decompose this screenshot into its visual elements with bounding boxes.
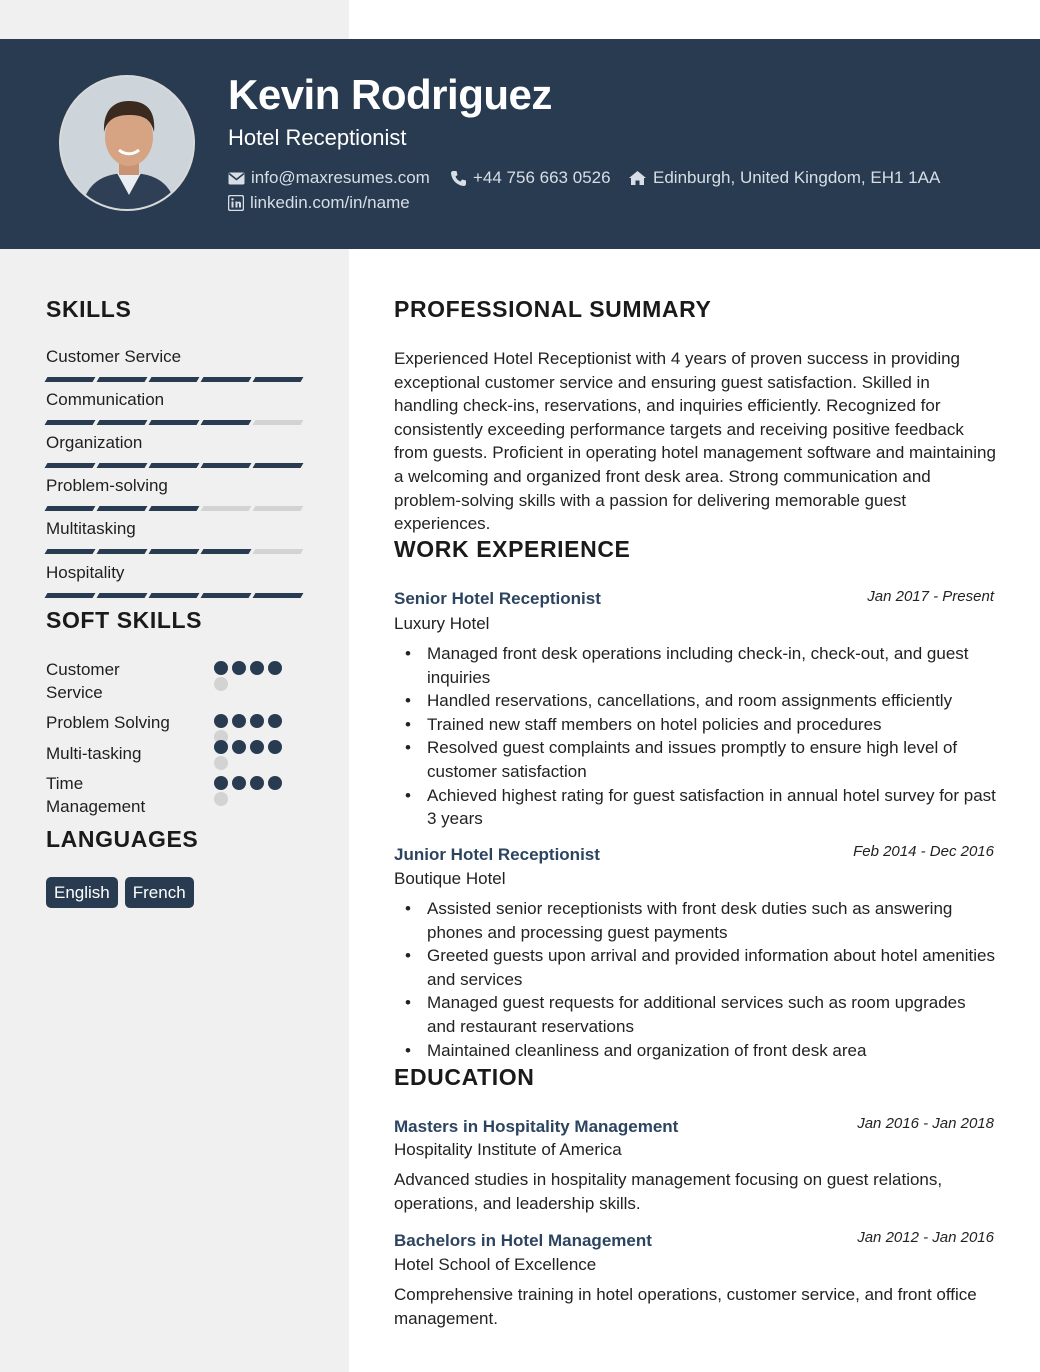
soft-skills-heading: SOFT SKILLS xyxy=(46,607,203,633)
skill-level-segment xyxy=(253,377,304,382)
skill-level-segment xyxy=(97,377,148,382)
skill-level-segment xyxy=(97,506,148,511)
soft-skill-rating xyxy=(214,661,286,691)
rating-dot xyxy=(232,740,246,754)
skill-level-segment xyxy=(45,420,96,425)
skill-level-segment xyxy=(149,506,200,511)
list-item: • Handled reservations, cancellations, and room assignments efficiently xyxy=(394,689,996,713)
resume-header xyxy=(0,39,1040,249)
school-name: Hotel School of Excellence xyxy=(394,1255,597,1274)
contact-location xyxy=(628,168,940,188)
envelope-icon xyxy=(228,172,245,185)
skill-label: Hospitality xyxy=(46,563,125,582)
rating-dot xyxy=(250,776,264,790)
rating-dot xyxy=(268,740,282,754)
list-item: • Trained new staff members on hotel policies and procedures xyxy=(394,713,996,737)
soft-skill-rating xyxy=(214,776,286,806)
job-title: Junior Hotel Receptionist xyxy=(394,845,600,864)
skill-level-bar xyxy=(46,463,302,468)
list-item: • Managed front desk operations including check-in, check-out, and guest inquiries xyxy=(394,642,996,689)
list-item: • Greeted guests upon arrival and provided information about hotel amenities and services xyxy=(394,944,996,991)
contact-phone[interactable] xyxy=(450,168,611,188)
home-icon xyxy=(628,170,647,186)
rating-dot xyxy=(250,740,264,754)
soft-skill-label: Multi-tasking xyxy=(46,744,142,763)
list-item: • Managed guest requests for additional services such as room upgrades and restaurant reservations xyxy=(394,991,996,1038)
skill-level-segment xyxy=(201,549,252,554)
education-heading: EDUCATION xyxy=(394,1064,535,1090)
soft-skill-label: Time Management xyxy=(46,774,146,816)
job-bullets xyxy=(394,642,996,831)
phone-icon xyxy=(450,170,467,187)
profile-photo xyxy=(61,77,195,211)
skill-level-segment xyxy=(253,506,304,511)
rating-dot xyxy=(250,714,264,728)
candidate-name: Kevin Rodriguez xyxy=(228,71,552,118)
skill-level-segment xyxy=(45,377,96,382)
rating-dot xyxy=(214,661,228,675)
skill-level-bar xyxy=(46,549,302,554)
languages-heading: LANGUAGES xyxy=(46,826,199,852)
skill-level-segment xyxy=(149,377,200,382)
skill-level-segment xyxy=(149,593,200,598)
degree-dates: Jan 2016 - Jan 2018 xyxy=(857,1115,994,1132)
skill-level-segment xyxy=(45,463,96,468)
soft-skill-rating xyxy=(214,740,286,770)
skill-level-bar xyxy=(46,377,302,382)
skill-level-segment xyxy=(45,506,96,511)
job-dates: Jan 2017 - Present xyxy=(867,588,994,605)
job-bullets xyxy=(394,897,996,1062)
skill-label: Multitasking xyxy=(46,519,136,538)
skill-level-segment xyxy=(97,549,148,554)
job-company: Luxury Hotel xyxy=(394,614,490,633)
language-badge: English xyxy=(46,877,118,908)
skill-level-segment xyxy=(201,377,252,382)
rating-dot xyxy=(232,776,246,790)
languages-list xyxy=(46,877,194,908)
rating-dot xyxy=(214,776,228,790)
skill-level-segment xyxy=(97,463,148,468)
skill-level-segment xyxy=(253,593,304,598)
degree-description: Advanced studies in hospitality management focusing on guest relations, operations, and leadership skills. xyxy=(394,1170,943,1213)
language-badge: French xyxy=(125,877,194,908)
phone-text: +44 756 663 0526 xyxy=(473,168,611,187)
contact-linkedin[interactable] xyxy=(228,193,410,213)
skill-label: Customer Service xyxy=(46,347,182,366)
email-text: info@maxresumes.com xyxy=(251,168,430,187)
degree-title: Masters in Hospitality Management xyxy=(394,1117,679,1136)
experience-heading: WORK EXPERIENCE xyxy=(394,536,631,562)
skill-level-segment xyxy=(253,463,304,468)
linkedin-text: linkedin.com/in/name xyxy=(250,193,410,212)
summary-text: Experienced Hotel Receptionist with 4 years of proven success in providing exceptional customer service and ensuring guest satisfaction. Skilled in handling check-ins, reservations, and inquiries efficiently. Recognized for consistently exceeding performance targets and receiving positive feedback from guests. Proficient in operating hotel management software and maintaining a welcoming and organized front desk area. Strong communication and problem-solving skills with a passion for delivering memorable guest experiences. xyxy=(394,349,996,534)
skill-level-bar xyxy=(46,420,302,425)
skills-heading: SKILLS xyxy=(46,296,132,322)
skill-level-segment xyxy=(149,420,200,425)
skill-label: Problem-solving xyxy=(46,476,168,495)
rating-dot xyxy=(214,756,228,770)
avatar xyxy=(59,75,195,211)
skill-level-segment xyxy=(201,506,252,511)
skill-level-segment xyxy=(45,593,96,598)
skill-level-segment xyxy=(45,549,96,554)
skill-level-bar xyxy=(46,593,302,598)
rating-dot xyxy=(232,714,246,728)
list-item: • Resolved guest complaints and issues promptly to ensure high level of customer satisfaction xyxy=(394,736,996,783)
skill-level-segment xyxy=(253,420,304,425)
degree-dates: Jan 2012 - Jan 2016 xyxy=(857,1229,994,1246)
skill-level-segment xyxy=(149,463,200,468)
rating-dot xyxy=(214,677,228,691)
rating-dot xyxy=(232,661,246,675)
rating-dot xyxy=(268,714,282,728)
skill-level-segment xyxy=(97,593,148,598)
soft-skill-label: Problem Solving xyxy=(46,713,170,732)
degree-description: Comprehensive training in hotel operations, customer service, and front office management. xyxy=(394,1285,977,1328)
rating-dot xyxy=(214,714,228,728)
linkedin-icon xyxy=(228,195,244,211)
rating-dot xyxy=(214,792,228,806)
candidate-title: Hotel Receptionist xyxy=(228,125,407,150)
school-name: Hospitality Institute of America xyxy=(394,1140,622,1159)
rating-dot xyxy=(268,661,282,675)
skill-level-segment xyxy=(201,593,252,598)
skill-level-segment xyxy=(149,549,200,554)
location-text: Edinburgh, United Kingdom, EH1 1AA xyxy=(653,168,941,187)
rating-dot xyxy=(214,740,228,754)
skill-level-bar xyxy=(46,506,302,511)
soft-skill-label: Customer Service xyxy=(46,660,120,702)
skill-level-segment xyxy=(201,420,252,425)
rating-dot xyxy=(268,776,282,790)
skill-label: Organization xyxy=(46,433,143,452)
skill-level-segment xyxy=(97,420,148,425)
skill-label: Communication xyxy=(46,390,165,409)
skill-level-segment xyxy=(253,549,304,554)
contact-email[interactable] xyxy=(228,168,430,188)
job-title: Senior Hotel Receptionist xyxy=(394,589,601,608)
job-company: Boutique Hotel xyxy=(394,869,506,888)
job-dates: Feb 2014 - Dec 2016 xyxy=(853,843,994,860)
list-item: • Assisted senior receptionists with front desk duties such as answering phones and processing guest payments xyxy=(394,897,996,944)
summary-heading: PROFESSIONAL SUMMARY xyxy=(394,296,712,322)
rating-dot xyxy=(250,661,264,675)
list-item: • Maintained cleanliness and organization of front desk area xyxy=(394,1039,996,1063)
degree-title: Bachelors in Hotel Management xyxy=(394,1231,652,1250)
skill-level-segment xyxy=(201,463,252,468)
list-item: • Achieved highest rating for guest satisfaction in annual hotel survey for past 3 years xyxy=(394,784,996,831)
